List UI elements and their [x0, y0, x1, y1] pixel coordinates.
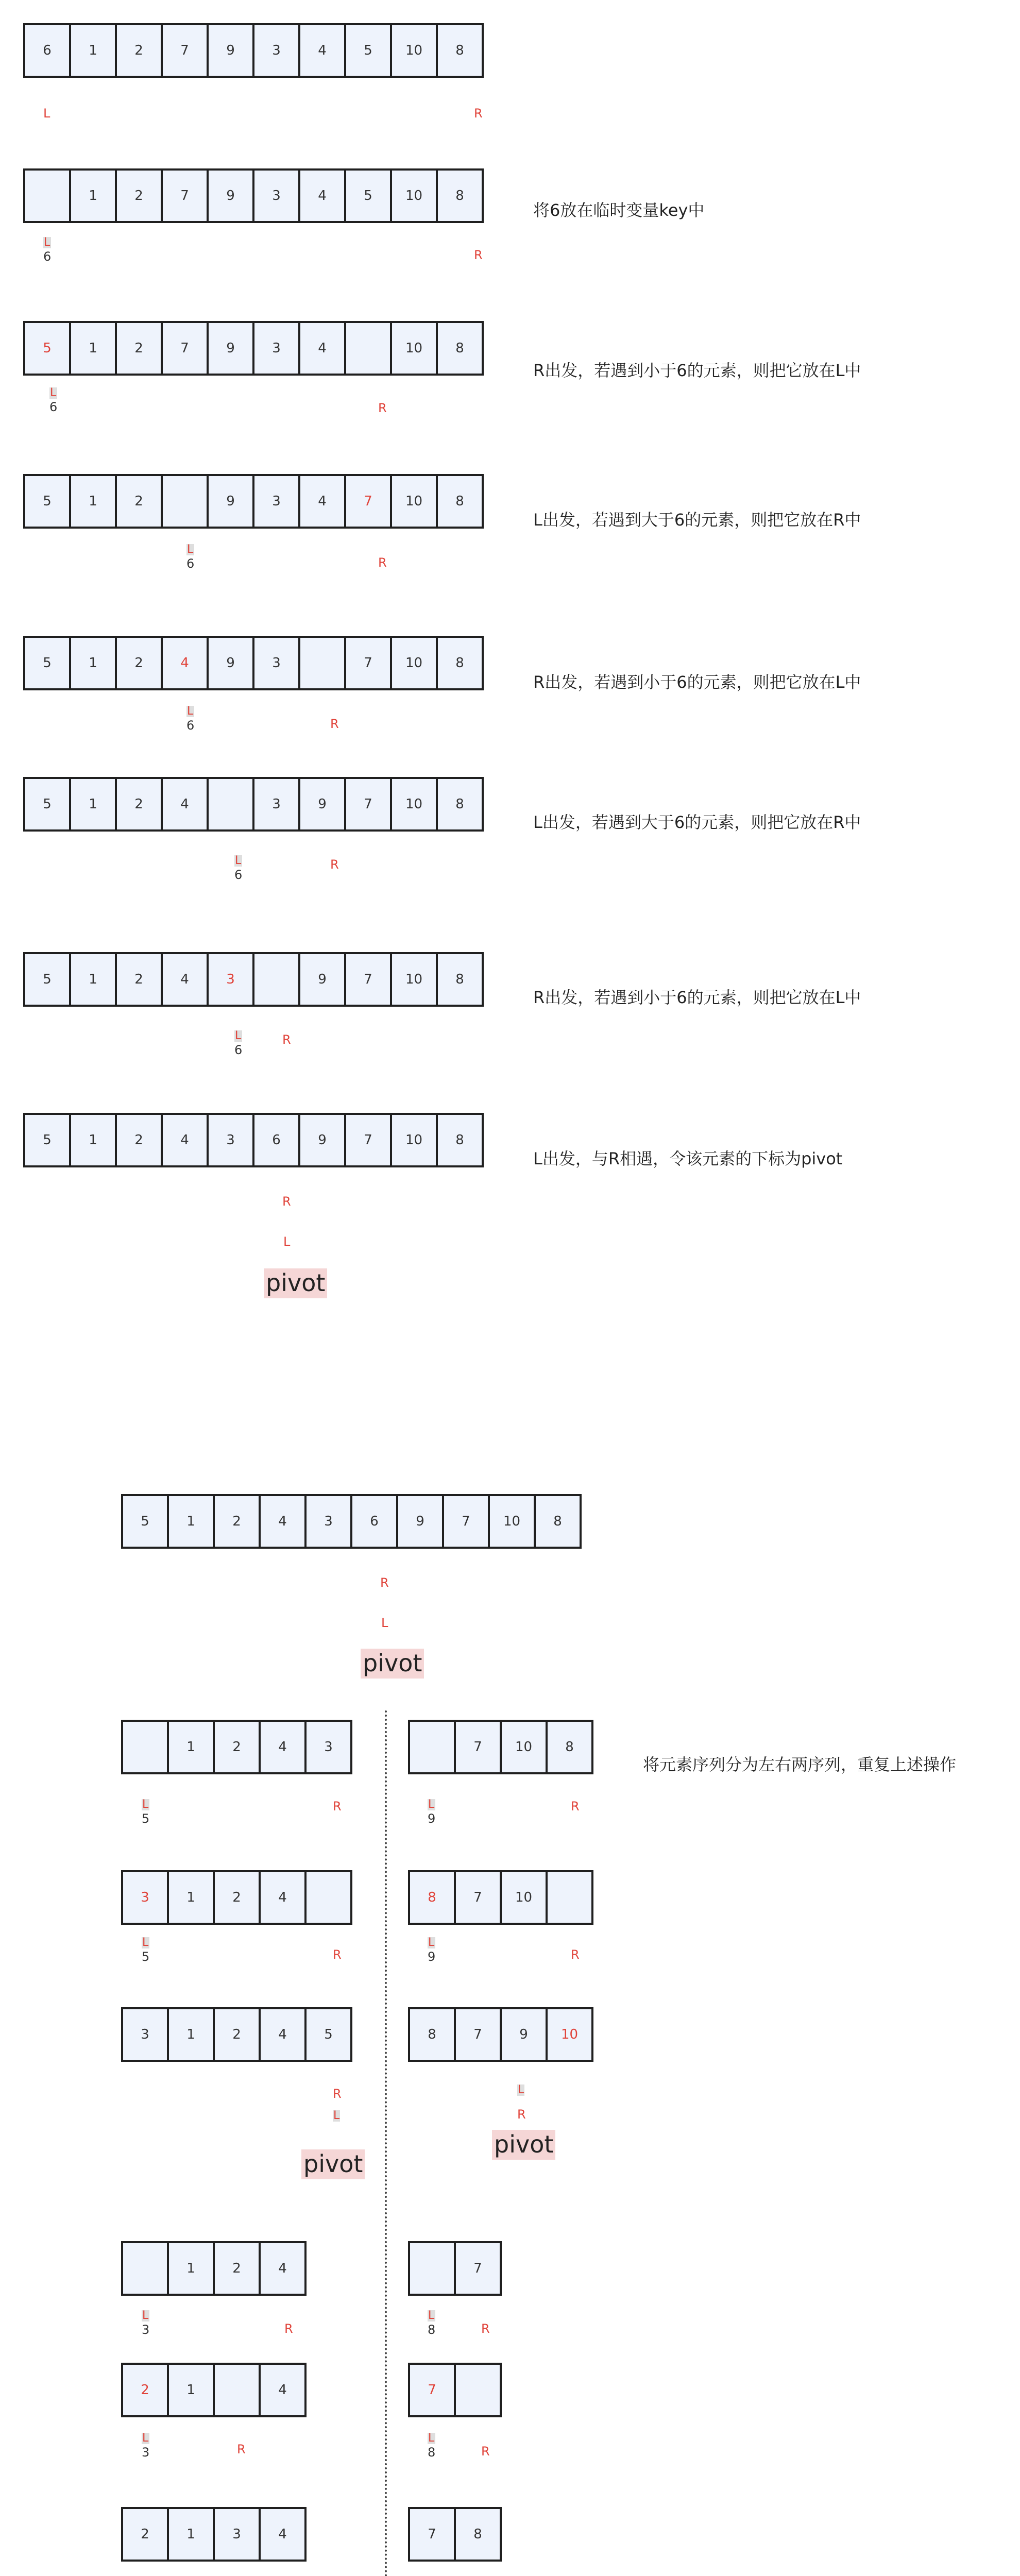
array-left-4: [121, 2241, 307, 2296]
array-cell: 1: [69, 168, 117, 223]
pivot-label: pivot: [361, 1649, 424, 1679]
array-cell: 10: [390, 952, 438, 1007]
key-marker: L 5: [142, 1798, 150, 1826]
array-cell: 8: [436, 777, 484, 832]
array-cell: 3: [252, 474, 300, 529]
array-cell: 5: [344, 168, 392, 223]
key-marker: L 5: [142, 1936, 150, 1964]
empty-cell: [161, 474, 209, 529]
array-left-6: [121, 2507, 307, 2562]
array-left-5: [121, 2363, 307, 2417]
pivot-label: pivot: [492, 2130, 555, 2160]
step-description: R出发，若遇到小于6的元素，则把它放在L中: [533, 672, 861, 692]
array-cell: 5: [344, 23, 392, 78]
array-cell: 4: [161, 1113, 209, 1167]
array-cell: 7: [454, 2007, 502, 2062]
array-cell: 9: [298, 1113, 346, 1167]
pivot-label: pivot: [301, 2149, 365, 2179]
array-cell: 7: [408, 2363, 456, 2417]
array-cell: 8: [408, 1870, 456, 1925]
array-cell: 5: [23, 474, 71, 529]
key-marker: L 6: [234, 854, 243, 882]
array-cell: 10: [390, 474, 438, 529]
array-cell: 3: [304, 1720, 352, 1774]
array-cell: 9: [207, 321, 254, 376]
array-cell: 10: [500, 1870, 548, 1925]
array-cell: 7: [344, 777, 392, 832]
array-cell: 7: [161, 23, 209, 78]
array-cell: 8: [436, 952, 484, 1007]
array-cell: 8: [436, 474, 484, 529]
array-cell: 2: [115, 23, 163, 78]
array-cell: 7: [442, 1494, 490, 1549]
pointer-L: L: [283, 1234, 291, 1249]
key-marker: L 8: [428, 2309, 436, 2337]
pointer-R: R: [378, 401, 387, 415]
key-marker: L 6: [49, 386, 58, 414]
pointer-R: R: [517, 2107, 526, 2122]
array-cell: 6: [23, 23, 71, 78]
pointer-R: R: [481, 2444, 490, 2459]
array-cell: 1: [167, 2241, 215, 2296]
array-cell: 4: [161, 636, 209, 690]
array-cell: 7: [344, 1113, 392, 1167]
array-cell: 4: [259, 2363, 307, 2417]
pointer-R: R: [330, 857, 339, 872]
pointer-R: R: [282, 1194, 291, 1209]
array-cell: 7: [161, 321, 209, 376]
array-cell: 8: [436, 321, 484, 376]
array-cell: 3: [207, 952, 254, 1007]
array-cell: 4: [298, 23, 346, 78]
pointer-R: R: [378, 555, 387, 570]
step-description: L出发，与R相遇，令该元素的下标为pivot: [533, 1149, 843, 1168]
pivot-label: pivot: [264, 1268, 327, 1298]
array-step-5: [23, 636, 484, 690]
array-cell: 1: [69, 474, 117, 529]
pointer-R: R: [237, 2442, 246, 2456]
key-marker: L 6: [186, 543, 195, 571]
array-cell: 5: [121, 1494, 169, 1549]
array-right-3: [408, 2007, 593, 2062]
array-cell: 8: [436, 168, 484, 223]
array-step-6: [23, 777, 484, 832]
array-cell: 1: [167, 1870, 215, 1925]
empty-cell: [408, 2241, 456, 2296]
array-cell: 3: [121, 2007, 169, 2062]
empty-cell: [252, 952, 300, 1007]
key-marker: L 6: [234, 1029, 243, 1057]
array-cell: 6: [252, 1113, 300, 1167]
array-cell: 1: [69, 23, 117, 78]
array-cell: 3: [207, 1113, 254, 1167]
array-cell: 5: [23, 952, 71, 1007]
pointer-R: R: [380, 1575, 389, 1590]
array-cell: 9: [207, 636, 254, 690]
array-cell: 4: [298, 321, 346, 376]
pointer-L: L: [43, 106, 50, 121]
array-cell: 1: [167, 2507, 215, 2562]
array-cell: 10: [390, 636, 438, 690]
step-description: L出发，若遇到大于6的元素，则把它放在R中: [533, 812, 861, 832]
empty-cell: [23, 168, 71, 223]
pointer-R: R: [571, 1947, 580, 1962]
array-step-3: [23, 321, 484, 376]
array-cell: 5: [23, 321, 71, 376]
array-right-1: [408, 1720, 593, 1774]
array-cell: 2: [115, 168, 163, 223]
pointer-R: R: [284, 2321, 293, 2336]
array-step-7: [23, 952, 484, 1007]
array-cell: 1: [69, 636, 117, 690]
array-cell: 4: [259, 2241, 307, 2296]
array-cell: 4: [298, 474, 346, 529]
array-left-2: [121, 1870, 352, 1925]
array-cell: 3: [304, 1494, 352, 1549]
array-right-5: [408, 2363, 502, 2417]
array-cell: 5: [23, 636, 71, 690]
array-cell: 7: [454, 1720, 502, 1774]
array-cell: 8: [436, 23, 484, 78]
array-cell: 10: [390, 168, 438, 223]
array-cell: 2: [115, 777, 163, 832]
key-marker: L 8: [428, 2432, 436, 2460]
array-cell: 2: [115, 952, 163, 1007]
array-cell: 10: [500, 1720, 548, 1774]
empty-cell: [408, 1720, 456, 1774]
array-step-8: [23, 1113, 484, 1167]
array-right-2: [408, 1870, 593, 1925]
step-description: L出发，若遇到大于6的元素，则把它放在R中: [533, 510, 861, 530]
array-cell: 4: [259, 1870, 307, 1925]
key-marker: L 3: [142, 2309, 150, 2337]
divider-line: [385, 1710, 387, 2576]
pointer-R: R: [481, 2321, 490, 2336]
array-cell: 7: [454, 2241, 502, 2296]
empty-cell: [298, 636, 346, 690]
array-cell: 5: [23, 777, 71, 832]
array-cell: 2: [213, 1720, 261, 1774]
empty-cell: [304, 1870, 352, 1925]
array-full: [121, 1494, 582, 1549]
empty-cell: [121, 2241, 169, 2296]
array-cell: 1: [69, 952, 117, 1007]
pointer-R: R: [333, 1799, 342, 1814]
empty-cell: [454, 2363, 502, 2417]
array-cell: 4: [259, 1494, 307, 1549]
array-cell: 3: [252, 321, 300, 376]
array-cell: 8: [534, 1494, 582, 1549]
array-right-6: [408, 2507, 502, 2562]
array-cell: 10: [390, 321, 438, 376]
pointer-R: R: [474, 248, 483, 262]
array-left-1: [121, 1720, 352, 1774]
array-cell: 2: [115, 474, 163, 529]
array-cell: 1: [167, 1720, 215, 1774]
pointer-R: R: [333, 1947, 342, 1962]
array-cell: 1: [167, 2363, 215, 2417]
array-cell: 7: [344, 952, 392, 1007]
array-cell: 8: [408, 2007, 456, 2062]
array-cell: 7: [344, 474, 392, 529]
key-marker: L 6: [186, 705, 195, 733]
array-cell: 2: [213, 2007, 261, 2062]
array-cell: 10: [390, 23, 438, 78]
array-cell: 2: [121, 2363, 169, 2417]
step-description: 将6放在临时变量key中: [533, 200, 705, 220]
array-cell: 8: [436, 636, 484, 690]
array-cell: 10: [390, 777, 438, 832]
array-cell: 3: [213, 2507, 261, 2562]
array-cell: 7: [408, 2507, 456, 2562]
array-cell: 4: [161, 777, 209, 832]
array-cell: 2: [115, 636, 163, 690]
step-description: R出发，若遇到小于6的元素，则把它放在L中: [533, 361, 861, 380]
pointer-R: R: [571, 1799, 580, 1814]
array-cell: 2: [121, 2507, 169, 2562]
array-cell: 3: [252, 23, 300, 78]
pointer-R: R: [333, 2087, 342, 2101]
array-cell: 9: [207, 23, 254, 78]
array-cell: 9: [298, 952, 346, 1007]
array-cell: 9: [207, 168, 254, 223]
array-cell: 2: [213, 1870, 261, 1925]
key-marker: L 9: [428, 1936, 436, 1964]
array-cell: 5: [23, 1113, 71, 1167]
array-cell: 8: [546, 1720, 593, 1774]
pointer-R: R: [282, 1032, 291, 1047]
array-right-4: [408, 2241, 502, 2296]
array-cell: 5: [304, 2007, 352, 2062]
array-cell: 4: [259, 2007, 307, 2062]
array-cell: 9: [207, 474, 254, 529]
array-cell: 1: [69, 1113, 117, 1167]
array-cell: 9: [298, 777, 346, 832]
empty-cell: [207, 777, 254, 832]
array-cell: 1: [167, 1494, 215, 1549]
array-cell: 2: [213, 2241, 261, 2296]
empty-cell: [344, 321, 392, 376]
array-step-4: [23, 474, 484, 529]
array-cell: 9: [500, 2007, 548, 2062]
array-cell: 4: [259, 2507, 307, 2562]
key-marker: L 3: [142, 2432, 150, 2460]
array-step-1: [23, 23, 484, 78]
array-cell: 10: [488, 1494, 536, 1549]
array-cell: 7: [161, 168, 209, 223]
array-cell: 4: [161, 952, 209, 1007]
pointer-R: R: [474, 106, 483, 121]
array-step-2: [23, 168, 484, 223]
empty-cell: [546, 1870, 593, 1925]
pointer-L: L: [381, 1616, 388, 1630]
array-cell: 1: [167, 2007, 215, 2062]
array-cell: 8: [436, 1113, 484, 1167]
key-marker: L: [333, 2109, 340, 2122]
array-cell: 1: [69, 321, 117, 376]
array-left-3: [121, 2007, 352, 2062]
array-cell: 3: [252, 636, 300, 690]
array-cell: 3: [252, 777, 300, 832]
array-cell: 7: [454, 1870, 502, 1925]
empty-cell: [213, 2363, 261, 2417]
array-cell: 9: [396, 1494, 444, 1549]
array-cell: 3: [121, 1870, 169, 1925]
array-cell: 7: [344, 636, 392, 690]
array-cell: 6: [350, 1494, 398, 1549]
pointer-R: R: [330, 717, 339, 731]
key-marker: L 6: [43, 236, 52, 264]
array-cell: 8: [454, 2507, 502, 2562]
split-description: 将元素序列分为左右两序列，重复上述操作: [643, 1755, 957, 1774]
step-description: R出发，若遇到小于6的元素，则把它放在L中: [533, 988, 861, 1007]
array-cell: 3: [252, 168, 300, 223]
array-cell: 2: [115, 321, 163, 376]
key-marker: L: [518, 2083, 524, 2096]
array-cell: 1: [69, 777, 117, 832]
array-cell: 4: [259, 1720, 307, 1774]
array-cell: 10: [390, 1113, 438, 1167]
array-cell: 4: [298, 168, 346, 223]
array-cell: 2: [213, 1494, 261, 1549]
key-marker: L 9: [428, 1798, 436, 1826]
array-cell: 10: [546, 2007, 593, 2062]
empty-cell: [121, 1720, 169, 1774]
array-cell: 2: [115, 1113, 163, 1167]
